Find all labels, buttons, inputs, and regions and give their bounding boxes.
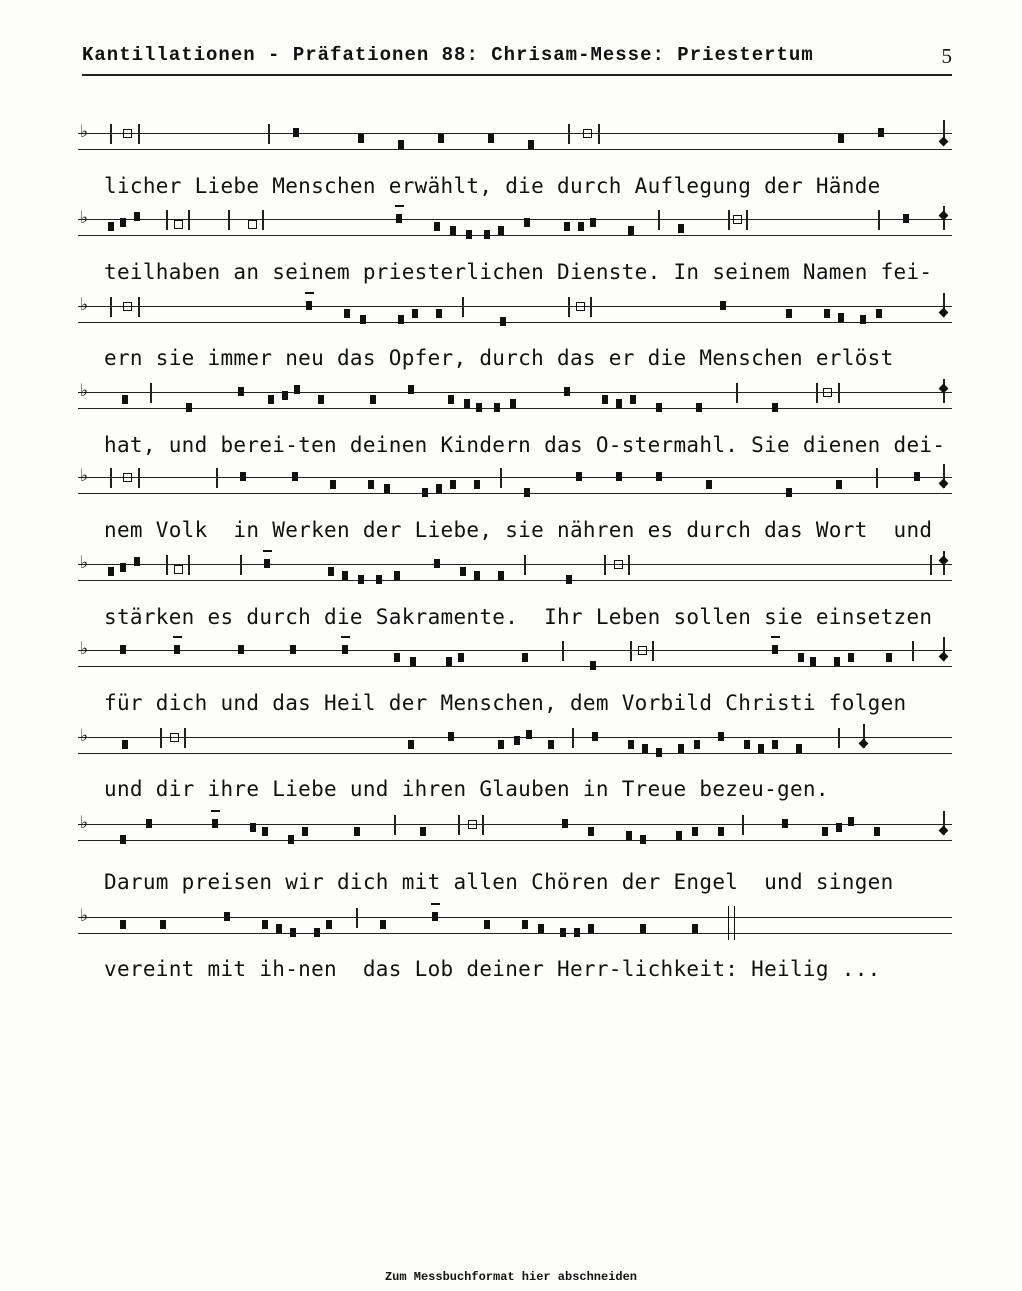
neume [656,403,662,412]
neume [186,403,192,412]
bar-line [876,468,878,488]
bar-line [572,728,574,748]
neume [822,827,828,836]
cut-instruction: Zum Messbuchformat hier abschneiden [384,1270,638,1284]
lyric-line: Darum preisen wir dich mit allen Chören der Engel und singen [104,870,894,894]
neume [678,744,684,753]
open-neume [614,560,623,569]
staff-line [78,322,952,323]
flat-clef-icon: ♭ [80,122,89,142]
neume [120,835,126,844]
neume [122,395,128,404]
neume [874,827,880,836]
neume [398,140,404,149]
neume [694,740,700,749]
neume [358,575,364,584]
neume [276,924,282,933]
accent-mark [173,636,182,638]
bar-line [742,815,744,835]
bar-line [736,383,738,403]
neume [282,391,288,400]
neume [630,395,636,404]
neume [574,928,580,937]
bar-line [524,555,526,575]
open-neume [248,220,257,229]
neume [494,403,500,412]
chant-staff [78,122,952,166]
neume [498,740,504,749]
neume [514,736,520,745]
staff-line [78,306,952,307]
neume [288,835,294,844]
neume [448,395,454,404]
neume [160,920,166,929]
neume [562,819,568,828]
lyric-line: licher Liebe Menschen erwählt, die durch Auflegung der Hände [104,174,881,198]
bar-line [604,555,606,575]
neume [642,744,648,753]
bar-line [216,468,218,488]
open-neume [123,302,132,311]
neume [460,567,466,576]
bar-line [630,641,632,661]
flat-clef-icon: ♭ [80,381,89,401]
neume [626,831,632,840]
page-header [82,44,952,76]
flat-clef-icon: ♭ [80,553,89,573]
neume [524,218,530,227]
neume [878,128,884,137]
neume [438,134,444,143]
neume [434,222,440,231]
neume [834,657,840,666]
neume [836,480,842,489]
neume [174,645,180,654]
double-bar [728,906,735,940]
neume [706,480,712,489]
bar-line [268,124,270,144]
neume [838,313,844,322]
bar-line [138,297,140,317]
neume [330,480,336,489]
neume [384,484,390,493]
neume [718,827,724,836]
neume [238,645,244,654]
neume [588,924,594,933]
bar-line [110,468,112,488]
accent-mark [263,550,272,552]
staff-line [78,477,952,478]
neume [564,222,570,231]
neume [656,748,662,757]
bar-line [598,124,600,144]
neume [692,827,698,836]
neume [120,645,126,654]
bar-line [188,555,190,575]
lyric-line: nem Volk in Werken der Liebe, sie nähren es durch das Wort und [104,518,933,542]
neume [290,645,296,654]
bar-line [138,124,140,144]
final-diamond-icon [939,826,949,836]
staff-line [78,235,952,236]
neume [602,395,608,404]
neume [394,653,400,662]
staff-line [78,493,952,494]
neume [640,924,646,933]
neume [616,399,622,408]
neume [306,301,312,310]
lyric-line: vereint mit ih-nen das Lob deiner Herr-lichkeit: Heilig ... [104,957,881,981]
final-diamond-icon [939,308,949,318]
neume [772,740,778,749]
neume [146,819,152,828]
neume [588,827,594,836]
neume [528,140,534,149]
neume [446,657,452,666]
neume [628,226,634,235]
open-neume [174,220,183,229]
page-title: Kantillationen - Präfationen 88: Chrisam-Messe: Priestertum [82,44,814,66]
neume [498,571,504,580]
final-diamond-icon [859,739,869,749]
bar-line [746,210,748,230]
neume [564,387,570,396]
open-neume [170,733,179,742]
bar-line [356,908,358,928]
neume [524,488,530,497]
neume [368,480,374,489]
neume [318,395,324,404]
bar-line [138,468,140,488]
bar-line [652,641,654,661]
neume [886,653,892,662]
neume [422,488,428,497]
lyric-line: und dir ihre Liebe und ihren Glauben in Treue bezeu-gen. [104,777,829,801]
neume [108,222,114,231]
neume [458,653,464,662]
bar-line [838,728,840,748]
neume [302,827,308,836]
staff-line [78,933,952,934]
open-neume [823,388,832,397]
neume [538,924,544,933]
neume [268,395,274,404]
neume [464,399,470,408]
neume [410,657,416,666]
neume [326,920,332,929]
neume [640,835,646,844]
staff-line [78,133,952,134]
staff-line [78,149,952,150]
neume [526,730,532,739]
neume [108,567,114,576]
bar-line [240,555,242,575]
neume [522,920,528,929]
neume [500,317,506,326]
staff-line [78,564,952,565]
neume [328,567,334,576]
neume [224,912,230,921]
neume [786,488,792,497]
neume [560,928,566,937]
neume [628,740,634,749]
neume [412,309,418,318]
lyric-line: stärken es durch die Sakramente. Ihr Leben sollen sie einsetzen [104,605,933,629]
staff-line [78,392,952,393]
open-neume [733,215,742,224]
neume [616,472,622,481]
neume [120,218,126,227]
accent-mark [305,292,314,294]
neume [360,315,366,324]
neume [262,827,268,836]
neume [510,399,516,408]
bar-line [658,210,660,230]
neume [420,827,426,836]
chant-staff [78,295,952,339]
neume [720,301,726,310]
staff-line [78,840,952,841]
neume [376,575,382,584]
open-neume [174,565,183,574]
flat-clef-icon: ♭ [80,813,89,833]
neume [250,823,256,832]
open-neume [576,302,585,311]
neume [718,732,724,741]
neume [876,309,882,318]
bar-line [930,555,932,575]
neume [314,928,320,937]
final-diamond-icon [939,652,949,662]
neume [436,309,442,318]
neume [264,559,270,568]
accent-mark [341,636,350,638]
flat-clef-icon: ♭ [80,295,89,315]
chant-staff [78,726,952,770]
open-neume [123,473,132,482]
neume [450,480,456,489]
neume [342,645,348,654]
neume [576,472,582,481]
neume [476,403,482,412]
neume [566,575,572,584]
neume [838,134,844,143]
bar-line [628,555,630,575]
neume [782,819,788,828]
final-diamond-icon [939,137,949,147]
neume [394,571,400,580]
neume [134,557,140,566]
neume [398,315,404,324]
neume [292,472,298,481]
neume [436,484,442,493]
neume [590,661,596,670]
neume [744,740,750,749]
bar-line [878,210,880,230]
bar-line [568,297,570,317]
bar-line [500,468,502,488]
neume [696,403,702,412]
neume [903,214,909,223]
neume [212,819,218,828]
bar-line [728,210,730,230]
neume [396,214,402,223]
neume [692,924,698,933]
neume [590,218,596,227]
bar-line [228,210,230,230]
neume [474,571,480,580]
neume [120,563,126,572]
flat-clef-icon: ♭ [80,726,89,746]
bar-line [838,383,840,403]
bar-line [458,815,460,835]
staff-line [78,219,952,220]
page-number: 5 [941,44,952,68]
neume [358,134,364,143]
chant-staff [78,208,952,252]
staff-line [78,408,952,409]
neume [592,732,598,741]
staff-line [78,650,952,651]
neume [120,920,126,929]
neume [824,309,830,318]
chant-staff [78,553,952,597]
flat-clef-icon: ♭ [80,639,89,659]
bar-line [166,210,168,230]
bar-line [184,728,186,748]
lyric-line: ern sie immer neu das Opfer, durch das er die Menschen erlöst [104,346,894,370]
staff-line [78,824,952,825]
final-diamond-icon [939,479,949,489]
staff-line [78,580,952,581]
neume [786,309,792,318]
neume [676,831,682,840]
neume [294,385,300,394]
bar-line [816,383,818,403]
neume [772,403,778,412]
lyric-line: teilhaben an seinem priesterlichen Dienste. In seinem Namen fei- [104,260,933,284]
staff-line [78,666,952,667]
neume [522,653,528,662]
neume [432,912,438,921]
neume [798,653,804,662]
neume [122,740,128,749]
neume [238,387,244,396]
chant-staff [78,381,952,425]
accent-mark [431,903,440,905]
chant-staff [78,906,952,950]
open-neume [583,129,592,138]
neume [474,480,480,489]
neume [240,472,246,481]
bar-line [912,641,914,661]
lyric-line: für dich und das Heil der Menschen, dem Vorbild Christi folgen [104,691,907,715]
bar-line [166,555,168,575]
accent-mark [211,810,220,812]
neume [354,827,360,836]
neume [380,920,386,929]
bar-line [562,641,564,661]
accent-mark [395,205,404,207]
neume [370,395,376,404]
neume [290,928,296,937]
neume [578,222,584,231]
neume [344,309,350,318]
neume [488,134,494,143]
flat-clef-icon: ♭ [80,466,89,486]
neume [848,653,854,662]
bar-line [394,815,396,835]
open-neume [123,129,132,138]
neume [498,226,504,235]
open-neume [468,820,477,829]
staff-line [78,753,952,754]
neume [448,732,454,741]
chant-staff [78,639,952,683]
neume [342,571,348,580]
chant-staff [78,813,952,857]
flat-clef-icon: ♭ [80,208,89,228]
neume [758,744,764,753]
bar-line [462,297,464,317]
neume [134,212,140,221]
neume [408,740,414,749]
neume [848,817,854,826]
neume [914,472,920,481]
open-neume [638,646,647,655]
bar-line [110,124,112,144]
neume [678,224,684,233]
neume [836,823,842,832]
chant-staff [78,466,952,510]
bar-line [482,815,484,835]
flat-clef-icon: ♭ [80,906,89,926]
neume [656,472,662,481]
neume [772,645,778,654]
neume [262,920,268,929]
neume [810,657,816,666]
neume [548,740,554,749]
bar-line [188,210,190,230]
bar-line [568,124,570,144]
neume [860,315,866,324]
neume [466,230,472,239]
neume [293,128,299,137]
neume [408,385,414,394]
bar-line [590,297,592,317]
bar-line [110,297,112,317]
staff-line [78,917,952,918]
accent-mark [771,636,780,638]
neume [484,920,490,929]
bar-line [160,728,162,748]
neume [484,230,490,239]
neume [434,559,440,568]
lyric-line: hat, und berei-ten deinen Kindern das O-stermahl. Sie dienen dei- [104,433,946,457]
bar-line [262,210,264,230]
neume [796,744,802,753]
bar-line [150,383,152,403]
neume [450,226,456,235]
